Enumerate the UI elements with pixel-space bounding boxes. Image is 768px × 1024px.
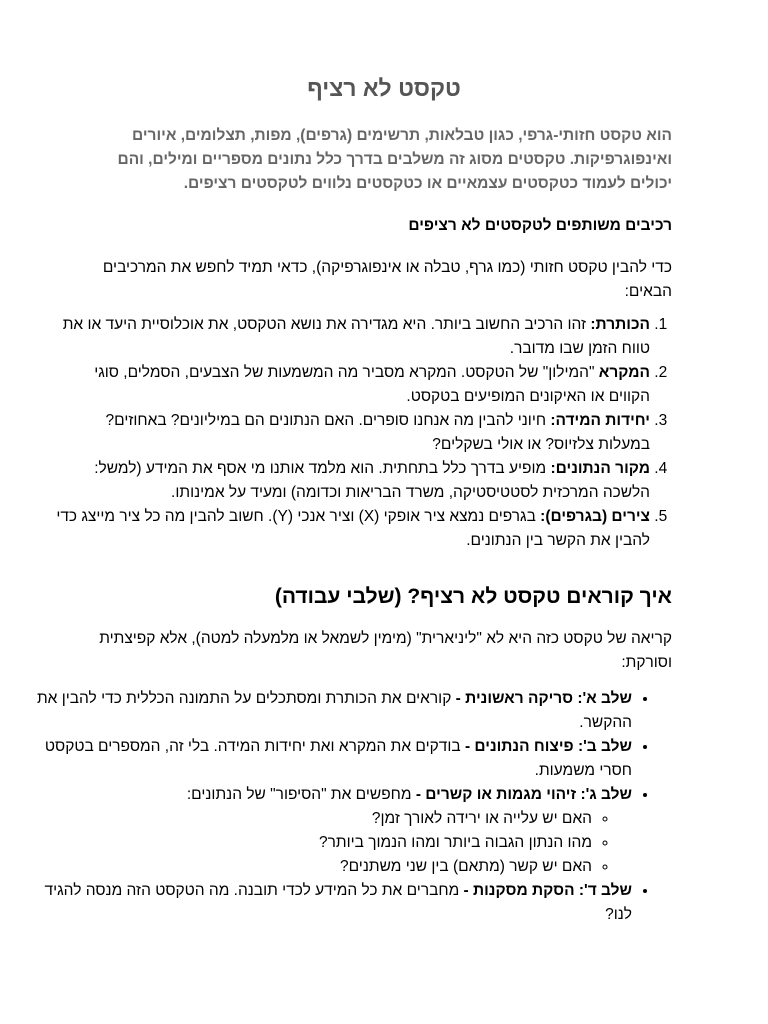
- list-item: [32, 879, 632, 927]
- sub-list-item: ◦ האם יש קשר (מתאם) בין שני משתנים?: [32, 855, 592, 879]
- list-item-term: שלב ב': פיצוח הנתונים -: [464, 738, 632, 755]
- list-item-text: מחברים את כל המידע לכדי תובנה. מה הטקסט הזה מנסה להגיד לנו?: [44, 882, 632, 923]
- sub-list-item: ◦ מהו הנתון הגבוה ביותר ומהו הנמוך ביותר?: [32, 831, 592, 855]
- list-item: [50, 409, 650, 457]
- list-item-term: מקור הנתונים:: [550, 460, 650, 477]
- list-item: [50, 505, 650, 553]
- list-item-term: שלב ג': זיהוי מגמות או קשרים -: [415, 786, 632, 803]
- trend-questions-list: [32, 807, 632, 879]
- reading-intro: קריאה של טקסט כזה היא לא "ליניארית" (מימין לשמאל או מלמעלה למטה), אלא קפיצתית וסורקת:: [99, 630, 672, 671]
- components-heading: רכיבים משותפים לטקסטים לא רציפים: [408, 217, 672, 234]
- list-item-text: חיוני להבין מה אנחנו סופרים. האם הנתונים הם במיליונים? באחוזים? במעלות צלזיוס? או אולי בשקלים?: [105, 412, 650, 453]
- list-item-text: "המילון" של הטקסט. המקרא מסביר מה המשמעות של הצבעים, הסמלים, סוגי הקווים או האיקונים המופיעים בטקסט.: [94, 364, 650, 405]
- list-item-term: יחידות המידה:: [550, 412, 650, 429]
- list-item-term: שלב א': סריקה ראשונית -: [455, 690, 632, 707]
- list-item-text: מחפשים את "הסיפור" של הנתונים:: [186, 786, 416, 803]
- components-intro: כדי להבין טקסט חזותי (כמו גרף, טבלה או אינפוגרפיקה), כדאי תמיד לחפש את המרכיבים הבאים:: [102, 259, 672, 300]
- list-item-term: המקרא: [598, 364, 650, 381]
- list-item-text: בגרפים נמצא ציר אופקי (X) וציר אנכי (Y). חשוב להבין מה כל ציר מייצג כדי להבין את הקשר בין הנתונים.: [56, 508, 650, 549]
- list-item-text: קוראים את הכותרת ומסתכלים על התמונה הכללית כדי להבין את ההקשר.: [36, 690, 632, 731]
- intro-paragraph: הוא טקסט חזותי-גרפי, כגון טבלאות, תרשימים (גרפים), מפות, תצלומים, איורים ואינפוגרפיקות. טקסטים מסוג זה משלבים בדרך כלל נתונים מספריים ומילים, והם יכולים לעמוד כטקסטים עצמאיים או כטקסטים נלווים לטקסטים רציפים.: [117, 127, 672, 192]
- list-item-text: מופיע בדרך כלל בתחתית. הוא מלמד אותנו מי אסף את המידע (למשל: הלשכה המרכזית לסטטיסטיקה, משרד הבריאות וכדומה) ומעיד על אמינותו.: [94, 460, 650, 501]
- list-item: [32, 687, 632, 735]
- sub-list-item: ◦ האם יש עלייה או ירידה לאורך זמן?: [32, 807, 592, 831]
- list-item: [50, 457, 650, 505]
- steps-list: [32, 687, 672, 927]
- list-item-term: צירים (בגרפים):: [540, 508, 650, 525]
- list-item: [32, 783, 632, 879]
- list-item-term: שלב ד': הסקת מסקנות -: [463, 882, 632, 899]
- list-item-text: בודקים את המקרא ואת יחידות המידה. בלי זה, המספרים בטקסט חסרי משמעות.: [44, 738, 632, 779]
- list-item: [50, 313, 650, 361]
- list-item: [50, 361, 650, 409]
- list-item-term: הכותרת:: [590, 316, 650, 333]
- components-list: [50, 313, 672, 553]
- list-item-text: זהו הרכיב החשוב ביותר. היא מגדירה את נושא הטקסט, את אוכלוסיית היעד או את טווח הזמן שבו מדובר.: [62, 316, 650, 357]
- list-item: [32, 735, 632, 783]
- reading-heading: איך קוראים טקסט לא רציף? (שלבי עבודה): [274, 585, 672, 608]
- page-title: טקסט לא רציף: [307, 75, 461, 101]
